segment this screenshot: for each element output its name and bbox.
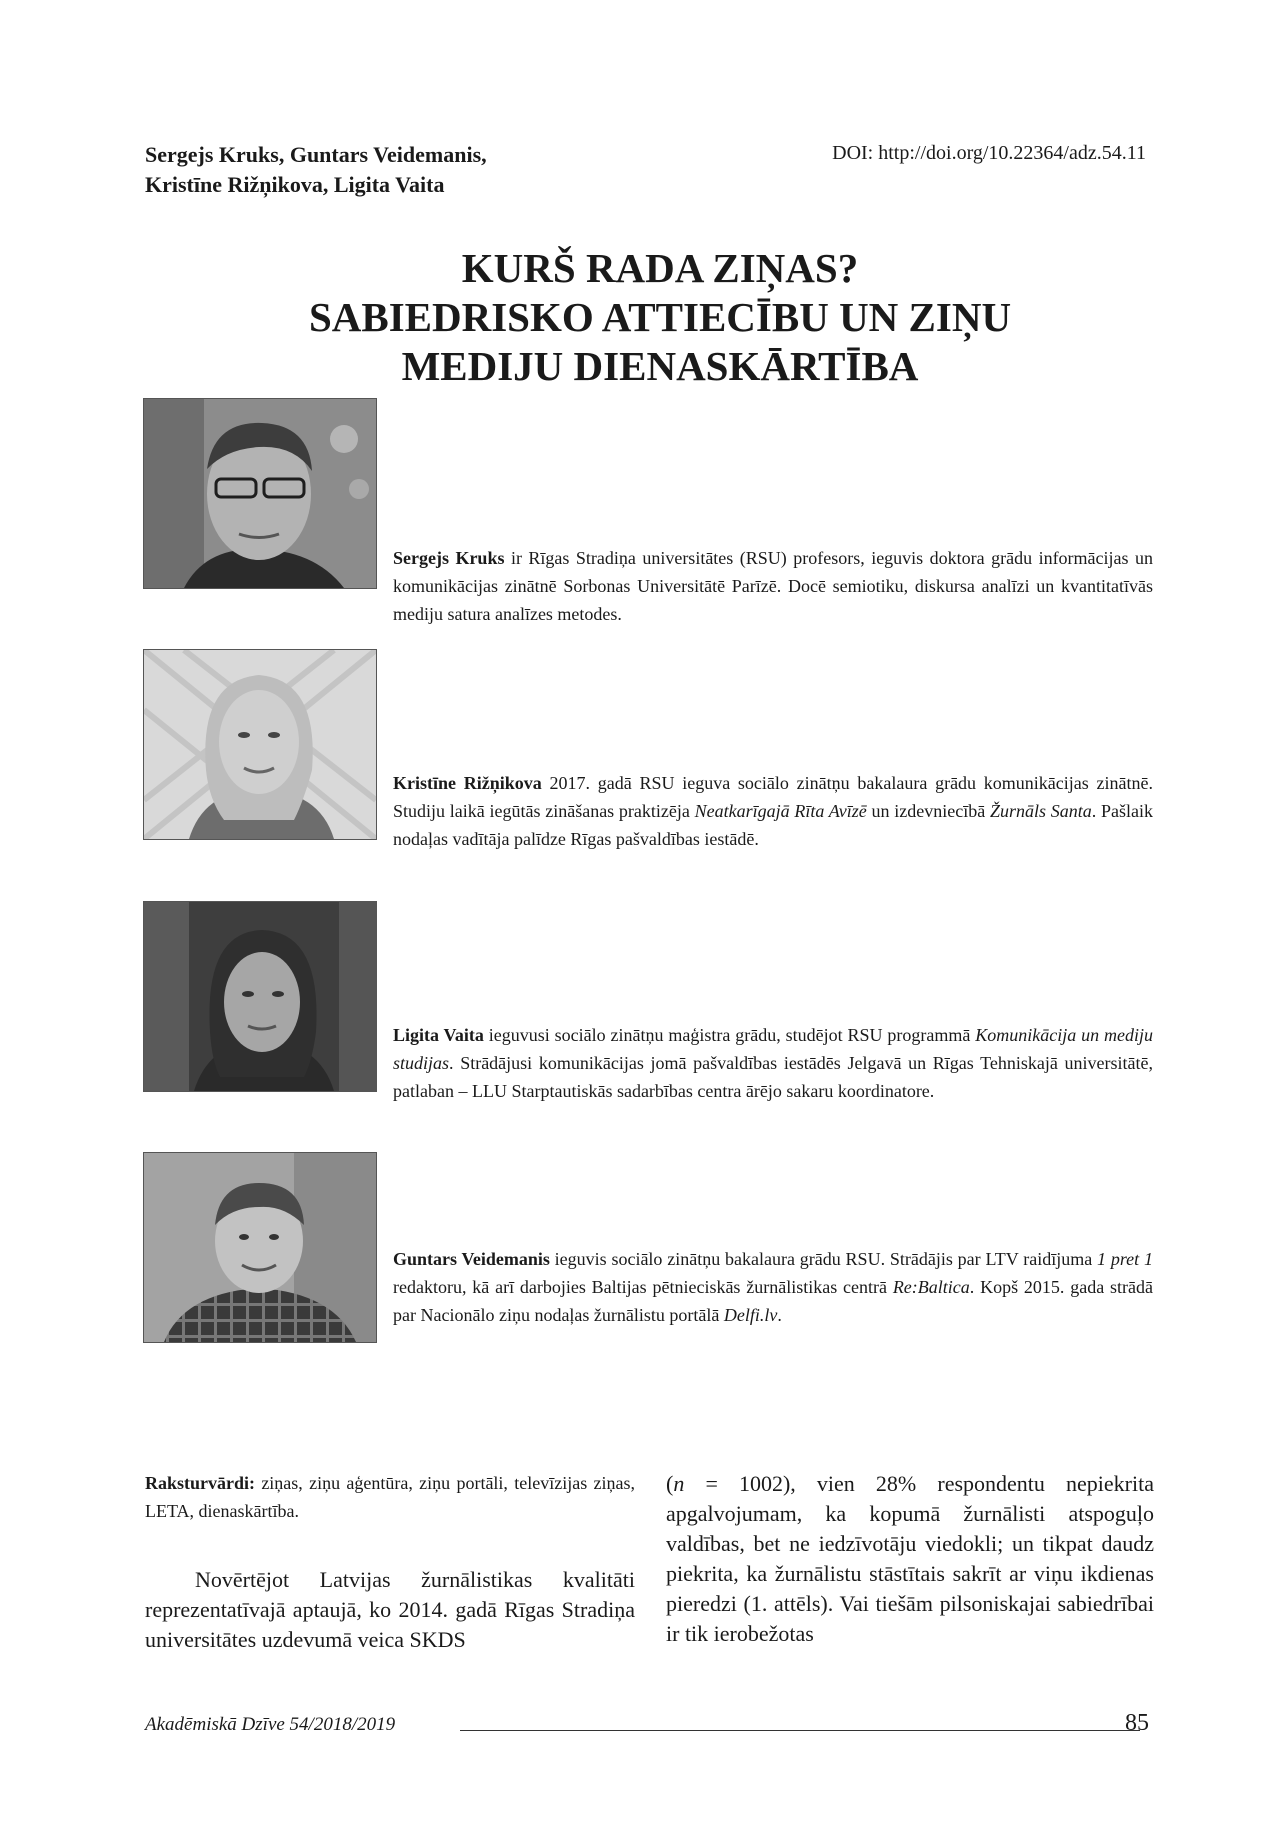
bio-italic: Re:Baltica: [892, 1277, 970, 1297]
bio-name: Guntars Veidemanis: [393, 1249, 550, 1269]
sample-size-variable: n: [673, 1471, 685, 1496]
bio-text: redaktoru, kā arī darbojies Baltijas pētnieciskās žurnālistikas centrā: [393, 1277, 893, 1297]
author-photo-kruks: [143, 398, 377, 589]
bio-text: ieguvusi sociālo zinātņu maģistra grādu, studējot RSU programmā: [483, 1025, 976, 1045]
authors-line-2: Kristīne Rižņikova, Ligita Vaita: [145, 172, 445, 197]
body-paragraph: Novērtējot Latvijas žurnālistikas kvalitāti reprezentatīvajā aptaujā, ko 2014. gadā Rīgas Stradiņa universitātes uzdevumā veica SKDS: [145, 1567, 635, 1652]
bio-italic: Delfi.lv: [723, 1305, 778, 1325]
bio-name: Kristīne Rižņikova: [393, 773, 542, 793]
bio-italic: Komunikācija un mediju studijas: [393, 1025, 1153, 1073]
author-photo-riznikova: [143, 649, 377, 840]
title-line-3: MEDIJU DIENASKĀRTĪBA: [401, 343, 919, 389]
bio-italic: 1 pret 1: [1097, 1249, 1153, 1269]
doi-link[interactable]: DOI: http://doi.org/10.22364/adz.54.11: [832, 142, 1146, 164]
bio-name: Ligita Vaita: [393, 1025, 484, 1045]
authors: [145, 140, 665, 200]
title-line-2: SABIEDRISKO ATTIECĪBU UN ZIŅU: [308, 294, 1012, 340]
bio-italic: Neatkarīgajā Rīta Avīzē: [694, 801, 867, 821]
body-column-left: [145, 1469, 635, 1655]
page-footer: [145, 1710, 1185, 1744]
bio-text: .: [777, 1305, 782, 1325]
bio-text: . Kopš 2015. gada strādā par Nacionālo ziņu nodaļas žurnālistu portālā: [393, 1277, 1153, 1325]
author-photo-veidemanis: [143, 1152, 377, 1343]
bio-kruks: [393, 544, 1153, 628]
bio-text: un izdevniecībā: [866, 801, 990, 821]
bio-text: ir Rīgas Stradiņa universitātes (RSU) profesors, ieguvis doktora grādu informācijas un komunikācijas zinātnē Sorbonas Universitātē Parīzē. Docē semiotiku, diskursa analīzi un kvantitatīvās mediju satura analīzes metodes.: [393, 548, 1153, 624]
bio-italic: Žurnāls Santa: [989, 801, 1092, 821]
page-number: 85: [1125, 1710, 1149, 1736]
journal-name: Akadēmiskā Dzīve 54/2018/2019: [145, 1714, 396, 1735]
keywords-list: ziņas, ziņu aģentūra, ziņu portāli, televīzijas ziņas, LETA, dienaskārtība.: [145, 1473, 635, 1521]
bio-riznikova: [393, 769, 1153, 853]
bio-vaita: [393, 1021, 1153, 1105]
body-column-right: (n = 1002), vien 28% respondentu nepiekrita apgalvojumam, ka kopumā žurnālisti atspoguļo valdības, bet ne iedzīvotāju viedokli; un tikpat daudz piekrita, ka žurnālistu stāstītais sakrīt ar viņu ikdienas pieredzi (1. attēls). Vai tiešām pilsoniskajai sabiedrībai ir tik ierobežotas: [666, 1471, 1154, 1646]
bio-text: ieguvis sociālo zinātņu bakalaura grādu RSU. Strādājis par LTV raidījuma: [549, 1249, 1098, 1269]
body-paragraph: = 1002), vien 28% respondentu nepiekrita apgalvojumam, ka kopumā žurnālisti atspoguļo valdības, bet ne iedzīvotāju viedokli; un tikpat daudz piekrita, ka žurnālistu stāstītais sakrīt ar viņu ikdienas pieredzi (1. attēls). Vai tiešām pilsoniskajai sabiedrībai ir tik ierobežotas: [666, 1471, 1154, 1646]
title-line-1: KURŠ RADA ZIŅAS?: [461, 245, 859, 291]
authors-line-1: Sergejs Kruks, Guntars Veidemanis,: [145, 142, 487, 167]
footer-divider: [460, 1730, 1140, 1731]
keywords-label: Raksturvārdi:: [145, 1473, 256, 1493]
keywords: [145, 1469, 635, 1525]
bio-text: . Pašlaik nodaļas vadītāja palīdze Rīgas pašvaldības iestādē.: [393, 801, 1154, 849]
bio-veidemanis: [393, 1245, 1153, 1329]
bio-name: Sergejs Kruks: [393, 548, 505, 568]
bio-text: . Strādājusi komunikācijas jomā pašvaldības iestādēs Jelgavā un Rīgas Tehniskajā universitātē, patlaban – LLU Starptautiskās sadarbības centra ārējo sakaru koordinatore.: [393, 1053, 1153, 1101]
author-photo-vaita: [143, 901, 377, 1092]
article-title: [160, 244, 1160, 391]
bio-text: 2017. gadā RSU ieguva sociālo zinātņu bakalaura grādu komunikācijas zinātnē. Studiju laikā iegūtās zināšanas praktizēja: [393, 773, 1153, 821]
